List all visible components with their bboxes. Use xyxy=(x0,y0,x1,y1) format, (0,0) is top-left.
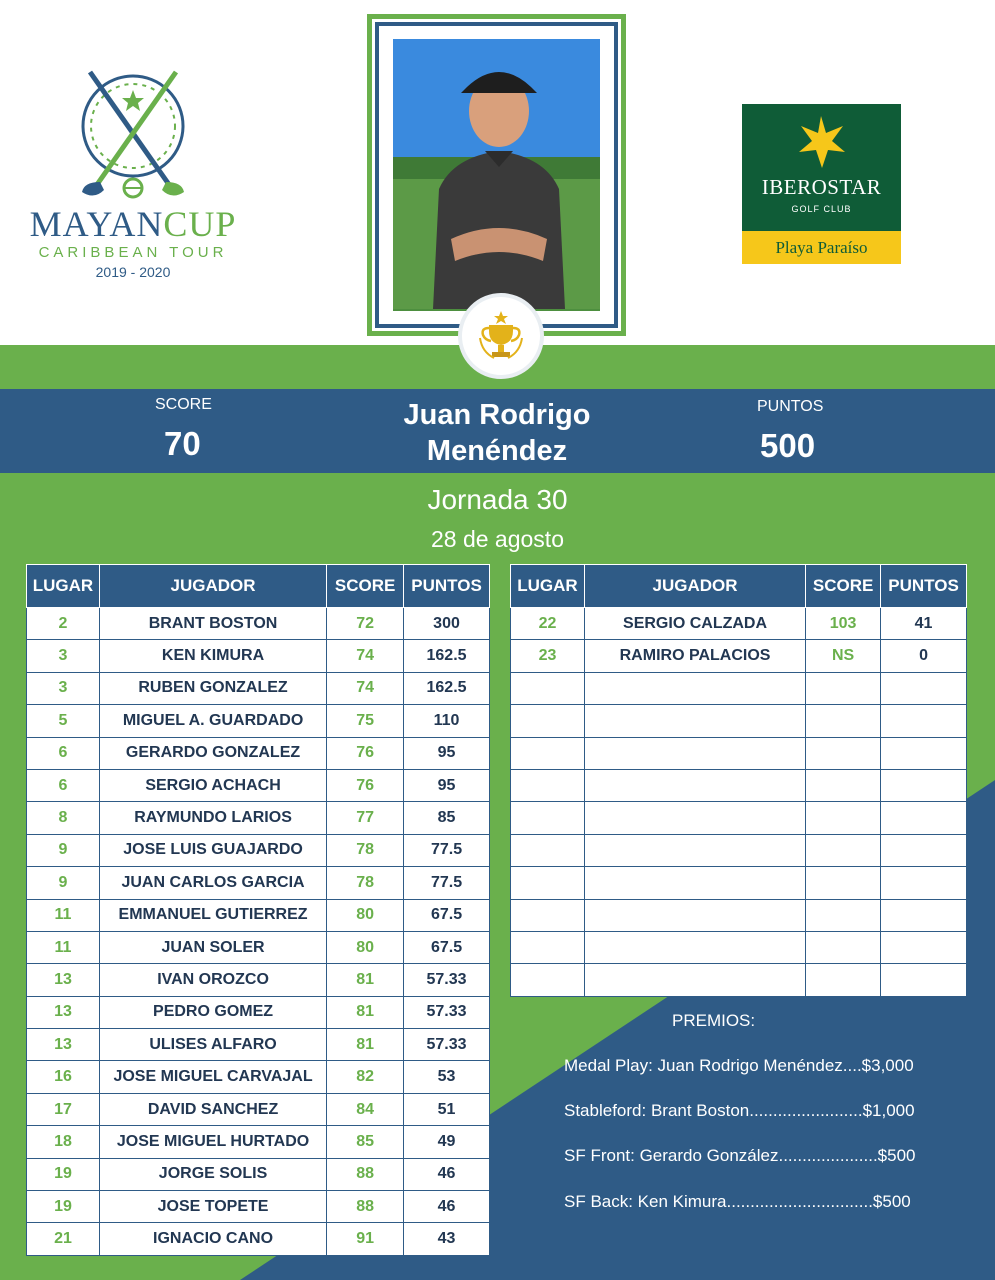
cell-score: 85 xyxy=(327,1126,404,1158)
trophy-icon xyxy=(473,308,529,364)
cell-jugador: SERGIO CALZADA xyxy=(584,608,805,640)
cell-jugador: BRANT BOSTON xyxy=(99,608,326,640)
cell-puntos: 110 xyxy=(404,705,490,737)
cell-puntos xyxy=(881,802,967,834)
table-row xyxy=(27,769,490,801)
table-row xyxy=(511,737,967,769)
leaderboard-table-left xyxy=(26,564,490,1256)
cell-lugar: 18 xyxy=(27,1126,100,1158)
table-row xyxy=(27,899,490,931)
cell-lugar xyxy=(511,899,585,931)
table-row xyxy=(27,640,490,672)
prize-item: SF Front: Gerardo González.....................$500 xyxy=(564,1146,916,1165)
cell-lugar xyxy=(511,737,585,769)
prize-item: Medal Play: Juan Rodrigo Menéndez....$3,000 xyxy=(564,1056,914,1075)
cell-puntos: 300 xyxy=(404,608,490,640)
player-summary-band xyxy=(0,389,995,473)
cell-lugar xyxy=(511,834,585,866)
cell-jugador: JORGE SOLIS xyxy=(99,1158,326,1190)
cell-lugar: 22 xyxy=(511,608,585,640)
cell-puntos xyxy=(881,672,967,704)
star-icon xyxy=(742,104,901,174)
cell-lugar xyxy=(511,672,585,704)
cell-score: 75 xyxy=(327,705,404,737)
cell-puntos xyxy=(881,867,967,899)
cell-puntos: 51 xyxy=(404,1093,490,1125)
table-header-row xyxy=(511,565,967,608)
cell-score xyxy=(806,834,881,866)
cell-lugar: 11 xyxy=(27,931,100,963)
cell-lugar: 19 xyxy=(27,1158,100,1190)
table-row xyxy=(27,1029,490,1061)
table-row xyxy=(511,640,967,672)
cell-score xyxy=(806,737,881,769)
col-puntos: PUNTOS xyxy=(881,565,967,608)
cell-lugar: 5 xyxy=(27,705,100,737)
table-row xyxy=(27,1158,490,1190)
cell-score: 81 xyxy=(327,996,404,1028)
player-name xyxy=(347,397,647,469)
cell-jugador: RAMIRO PALACIOS xyxy=(584,640,805,672)
premios-title: PREMIOS: xyxy=(672,1011,756,1030)
cell-lugar: 3 xyxy=(27,640,100,672)
cell-puntos: 49 xyxy=(404,1126,490,1158)
cell-lugar: 6 xyxy=(27,769,100,801)
cell-puntos xyxy=(881,899,967,931)
cell-score: NS xyxy=(806,640,881,672)
mayan-cup-subtitle: CARIBBEAN TOUR xyxy=(38,244,228,261)
cell-jugador: RAYMUNDO LARIOS xyxy=(99,802,326,834)
cell-score xyxy=(806,867,881,899)
cell-jugador xyxy=(584,672,805,704)
cell-jugador: SERGIO ACHACH xyxy=(99,769,326,801)
mayan-cup-title: MAYANCUP xyxy=(29,204,237,244)
cell-lugar: 3 xyxy=(27,672,100,704)
cell-jugador: IVAN OROZCO xyxy=(99,964,326,996)
cell-lugar xyxy=(511,931,585,963)
cell-puntos xyxy=(881,964,967,996)
cell-jugador xyxy=(584,737,805,769)
cell-lugar: 13 xyxy=(27,1029,100,1061)
cell-puntos: 95 xyxy=(404,769,490,801)
cell-score: 88 xyxy=(327,1158,404,1190)
cell-puntos: 67.5 xyxy=(404,899,490,931)
table-row xyxy=(27,964,490,996)
cell-score: 84 xyxy=(327,1093,404,1125)
player-name-line1: Juan Rodrigo xyxy=(403,399,591,431)
cell-score: 80 xyxy=(327,931,404,963)
cell-jugador: GERARDO GONZALEZ xyxy=(99,737,326,769)
cell-score: 103 xyxy=(806,608,881,640)
round-title: Jornada 30 xyxy=(427,484,568,515)
cell-lugar: 21 xyxy=(27,1223,100,1255)
cell-puntos: 0 xyxy=(881,640,967,672)
cell-jugador: JOSE MIGUEL HURTADO xyxy=(99,1126,326,1158)
cell-puntos: 77.5 xyxy=(404,834,490,866)
cell-score: 76 xyxy=(327,769,404,801)
table-row xyxy=(27,608,490,640)
cell-lugar: 16 xyxy=(27,1061,100,1093)
cell-jugador: JOSE MIGUEL CARVAJAL xyxy=(99,1061,326,1093)
cell-score xyxy=(806,802,881,834)
cell-jugador xyxy=(584,931,805,963)
cell-puntos: 77.5 xyxy=(404,867,490,899)
table-row xyxy=(27,996,490,1028)
cell-jugador: DAVID SANCHEZ xyxy=(99,1093,326,1125)
prize-item: Stableford: Brant Boston........................$1,000 xyxy=(564,1101,915,1120)
table-row xyxy=(511,705,967,737)
table-row xyxy=(27,1061,490,1093)
cell-puntos: 41 xyxy=(881,608,967,640)
cell-puntos: 85 xyxy=(404,802,490,834)
iberostar-golf-club: GOLF CLUB xyxy=(791,204,852,214)
table-row xyxy=(27,672,490,704)
mayan-cup-years: 2019 - 2020 xyxy=(95,264,171,280)
score-value: 70 xyxy=(164,425,201,462)
cell-score: 78 xyxy=(327,834,404,866)
cell-puntos: 57.33 xyxy=(404,1029,490,1061)
cell-lugar: 13 xyxy=(27,964,100,996)
table-row xyxy=(511,931,967,963)
mayan-cup-logo xyxy=(28,68,238,288)
cell-jugador xyxy=(584,769,805,801)
cell-lugar: 11 xyxy=(27,899,100,931)
cell-lugar: 2 xyxy=(27,608,100,640)
cell-lugar: 9 xyxy=(27,867,100,899)
leaderboard-table-right xyxy=(510,564,967,997)
cell-lugar xyxy=(511,769,585,801)
cell-jugador: JOSE TOPETE xyxy=(99,1191,326,1223)
cell-puntos: 53 xyxy=(404,1061,490,1093)
table-header-row xyxy=(27,565,490,608)
cell-jugador: ULISES ALFARO xyxy=(99,1029,326,1061)
cell-score: 88 xyxy=(327,1191,404,1223)
table-row xyxy=(27,1126,490,1158)
col-score: SCORE xyxy=(327,565,404,608)
cell-score: 82 xyxy=(327,1061,404,1093)
trophy-badge xyxy=(458,293,544,379)
cell-score: 81 xyxy=(327,1029,404,1061)
col-score: SCORE xyxy=(806,565,881,608)
table-row xyxy=(511,834,967,866)
cell-puntos: 57.33 xyxy=(404,996,490,1028)
cell-lugar: 8 xyxy=(27,802,100,834)
cell-puntos: 162.5 xyxy=(404,672,490,704)
cell-score xyxy=(806,964,881,996)
cell-lugar xyxy=(511,964,585,996)
table-row xyxy=(511,899,967,931)
cell-score xyxy=(806,672,881,704)
cell-score xyxy=(806,705,881,737)
cell-score: 74 xyxy=(327,640,404,672)
cell-puntos xyxy=(881,931,967,963)
cell-jugador: KEN KIMURA xyxy=(99,640,326,672)
table-row xyxy=(27,1191,490,1223)
table-row xyxy=(27,1223,490,1255)
iberostar-place: Playa Paraíso xyxy=(742,231,901,264)
cell-puntos xyxy=(881,737,967,769)
cell-puntos xyxy=(881,705,967,737)
cell-puntos xyxy=(881,769,967,801)
cell-score: 72 xyxy=(327,608,404,640)
player-photo-frame xyxy=(367,14,626,336)
cell-jugador: PEDRO GOMEZ xyxy=(99,996,326,1028)
table-row xyxy=(27,737,490,769)
cell-puntos: 46 xyxy=(404,1158,490,1190)
cell-puntos: 57.33 xyxy=(404,964,490,996)
round-date: 28 de agosto xyxy=(430,526,564,552)
cell-jugador xyxy=(584,899,805,931)
cell-lugar: 17 xyxy=(27,1093,100,1125)
cell-jugador: JUAN CARLOS GARCIA xyxy=(99,867,326,899)
cell-score: 80 xyxy=(327,899,404,931)
cell-score: 77 xyxy=(327,802,404,834)
cell-jugador xyxy=(584,834,805,866)
cell-puntos: 46 xyxy=(404,1191,490,1223)
cell-jugador xyxy=(584,802,805,834)
table-row xyxy=(511,608,967,640)
cell-puntos: 95 xyxy=(404,737,490,769)
cell-jugador xyxy=(584,867,805,899)
col-puntos: PUNTOS xyxy=(404,565,490,608)
cell-puntos: 43 xyxy=(404,1223,490,1255)
iberostar-brand: IBEROSTAR xyxy=(761,175,882,199)
cell-score: 78 xyxy=(327,867,404,899)
cell-lugar xyxy=(511,802,585,834)
cell-lugar: 23 xyxy=(511,640,585,672)
cell-puntos: 67.5 xyxy=(404,931,490,963)
player-name-line2: Menéndez xyxy=(426,435,568,467)
golf-clubs-emblem-icon xyxy=(70,68,196,203)
cell-lugar xyxy=(511,867,585,899)
table-row xyxy=(511,964,967,996)
cell-jugador xyxy=(584,964,805,996)
cell-score xyxy=(806,899,881,931)
col-jugador: JUGADOR xyxy=(584,565,805,608)
iberostar-logo xyxy=(742,104,901,264)
table-row xyxy=(511,672,967,704)
cell-score xyxy=(806,931,881,963)
cell-jugador: EMMANUEL GUTIERREZ xyxy=(99,899,326,931)
cell-jugador: IGNACIO CANO xyxy=(99,1223,326,1255)
table-row xyxy=(27,931,490,963)
table-row xyxy=(27,1093,490,1125)
cell-lugar: 19 xyxy=(27,1191,100,1223)
table-row xyxy=(27,705,490,737)
puntos-value: 500 xyxy=(760,427,816,464)
cell-lugar xyxy=(511,705,585,737)
puntos-label: PUNTOS xyxy=(757,398,824,415)
cell-score: 74 xyxy=(327,672,404,704)
cell-lugar: 6 xyxy=(27,737,100,769)
cell-puntos: 162.5 xyxy=(404,640,490,672)
table-row xyxy=(27,834,490,866)
cell-score: 91 xyxy=(327,1223,404,1255)
prize-item: SF Back: Ken Kimura...............................$500 xyxy=(564,1192,911,1211)
cell-puntos xyxy=(881,834,967,866)
col-lugar: LUGAR xyxy=(27,565,100,608)
cell-score: 76 xyxy=(327,737,404,769)
cell-jugador xyxy=(584,705,805,737)
score-label: SCORE xyxy=(155,396,212,413)
table-row xyxy=(27,867,490,899)
cell-jugador: MIGUEL A. GUARDADO xyxy=(99,705,326,737)
cell-score: 81 xyxy=(327,964,404,996)
player-photo xyxy=(393,39,600,311)
cell-jugador: RUBEN GONZALEZ xyxy=(99,672,326,704)
col-jugador: JUGADOR xyxy=(99,565,326,608)
cell-jugador: JOSE LUIS GUAJARDO xyxy=(99,834,326,866)
table-row xyxy=(511,867,967,899)
cell-jugador: JUAN SOLER xyxy=(99,931,326,963)
cell-lugar: 9 xyxy=(27,834,100,866)
table-row xyxy=(27,802,490,834)
table-row xyxy=(511,802,967,834)
col-lugar: LUGAR xyxy=(511,565,585,608)
cell-score xyxy=(806,769,881,801)
table-row xyxy=(511,769,967,801)
cell-lugar: 13 xyxy=(27,996,100,1028)
